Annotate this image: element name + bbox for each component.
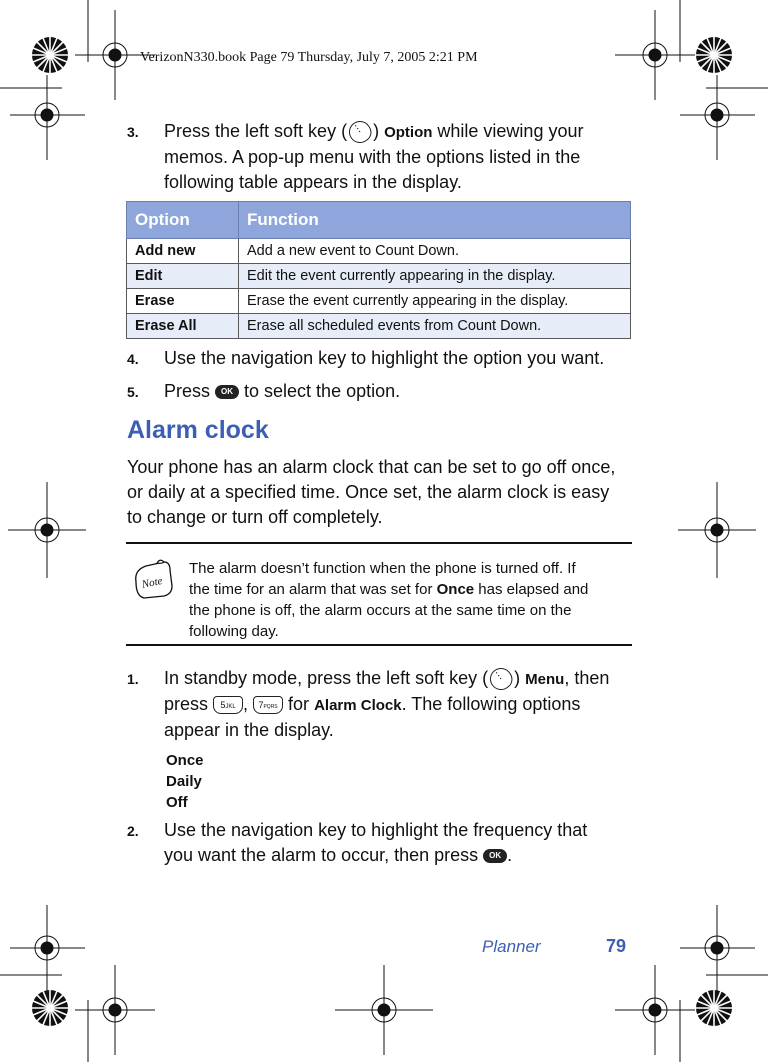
book-header: VerizonN330.book Page 79 Thursday, July 7, 2005 2:21 PM (140, 50, 478, 65)
alarm-options-list (166, 750, 204, 813)
list-item: Off (166, 794, 188, 811)
step-4-number: 4. (127, 351, 139, 367)
step-3-paren-close: ) (373, 121, 385, 141)
step-5-number: 5. (127, 384, 139, 400)
step-1-text-before: In standby mode, press the left soft key ( (164, 668, 489, 688)
crosshair-target-bottom-left (75, 965, 155, 1055)
crosshair-target-top-right (615, 10, 695, 100)
ok-key-icon (483, 849, 507, 863)
note-line-4: following day. (189, 623, 279, 640)
table-header-row (127, 202, 631, 239)
starburst-mark-bottom-right (696, 990, 732, 1026)
step-1-for: for (283, 694, 315, 714)
note-line-3: the phone is off, the alarm occurs at the same time on the (189, 602, 572, 619)
step-1-paren-close: ) (514, 668, 526, 688)
starburst-mark-bottom-left (32, 990, 68, 1026)
step-3-number: 3. (127, 124, 139, 140)
alarm-clock-label: Alarm Clock (314, 697, 402, 714)
crosshair-target-bottom-right (615, 965, 695, 1055)
step-2-line1: Use the navigation key to highlight the frequency that (164, 820, 588, 840)
note-line-2 (189, 579, 637, 600)
step-1-line3: appear in the display. (164, 720, 334, 740)
list-item: Once (166, 752, 204, 769)
key-7-icon (253, 696, 283, 714)
ok-key-label: OK (221, 387, 234, 397)
table-row (127, 239, 631, 264)
crosshair-target-right-bottom (680, 905, 755, 995)
intro-line: Your phone has an alarm clock that can be set to go off once, (127, 457, 616, 477)
menu-label: Menu (525, 671, 565, 688)
step-3-line2: memos. A pop-up menu with the options listed in the (164, 147, 581, 167)
step-4-text: Use the navigation key to highlight the option you want. (164, 348, 605, 368)
key-7-letters: PQRS (263, 704, 278, 711)
crosshair-target-right-middle (678, 482, 756, 578)
step-2-line2-before: you want the alarm to occur, then press (164, 845, 484, 865)
option-label: Option (384, 124, 433, 141)
note-icon (130, 556, 176, 602)
crosshair-target-bottom-center (335, 965, 433, 1055)
step-1-press: press (164, 694, 214, 714)
key-5-digit: 5 (220, 700, 226, 711)
step-1-number: 1. (127, 671, 139, 687)
note-line-2-after: has elapsed and (474, 581, 589, 598)
step-3-line1-rest: while viewing your (432, 121, 584, 141)
step-2-number: 2. (127, 823, 139, 839)
key-5-letters: JKL (225, 704, 236, 711)
function-cell: Erase all scheduled events from Count Down. (239, 314, 631, 339)
table-row (127, 264, 631, 289)
crosshair-target-left-bottom (10, 905, 85, 995)
step-2-line2-after: . (507, 845, 513, 865)
step-2 (164, 818, 644, 868)
section-title: Alarm clock (127, 416, 269, 444)
left-softkey-icon (486, 664, 517, 695)
list-item: Daily (166, 773, 202, 790)
step-1-comma: , (243, 694, 254, 714)
note-line-2-before: the time for an alarm that was set for (189, 581, 437, 598)
options-table (126, 201, 631, 339)
function-cell: Add a new event to Count Down. (239, 239, 631, 264)
starburst-mark-top-left (32, 37, 68, 73)
function-cell: Edit the event currently appearing in the display. (239, 264, 631, 289)
softkey-glyph: ⋮ (491, 669, 507, 684)
step-3-line3: following table appears in the display. (164, 172, 462, 192)
intro-line: to change or turn off completely. (127, 507, 383, 527)
note-line-1: The alarm doesn’t function when the phone is turned off. If (189, 560, 576, 577)
table-row (127, 314, 631, 339)
step-5-text-before: Press (164, 381, 216, 401)
step-1-line1-rest: , then (564, 668, 610, 688)
note-once-bold: Once (436, 581, 475, 598)
option-cell: Add new (127, 239, 239, 264)
intro-line: or daily at a specified time. Once set, the alarm clock is easy (127, 482, 610, 502)
function-cell: Erase the event currently appearing in the display. (239, 289, 631, 314)
page-number: 79 (606, 936, 627, 956)
crosshair-target-left-middle (8, 482, 86, 578)
step-5 (164, 379, 400, 404)
option-cell: Edit (127, 264, 239, 289)
step-3-text-before: Press the left soft key ( (164, 121, 348, 141)
step-5-text-after: to select the option. (239, 381, 401, 401)
note-icon-label: Note (140, 574, 164, 591)
left-softkey-icon (345, 117, 376, 148)
step-1 (164, 666, 644, 743)
footer-section-name: Planner (482, 937, 541, 956)
step-3 (164, 119, 644, 195)
key-5-icon (213, 696, 243, 714)
ok-key-icon (215, 385, 239, 399)
key-7-digit: 7 (258, 700, 264, 711)
option-cell: Erase All (127, 314, 239, 339)
starburst-mark-top-right (696, 37, 732, 73)
intro-paragraph (127, 455, 637, 530)
header-function: Function (239, 202, 631, 239)
ok-key-label: OK (489, 851, 502, 861)
header-option: Option (127, 202, 239, 239)
option-cell: Erase (127, 289, 239, 314)
table-row (127, 289, 631, 314)
softkey-glyph: ⋮ (350, 122, 366, 137)
note-text (189, 558, 637, 642)
step-1-line2-rest: . The following options (401, 694, 581, 714)
